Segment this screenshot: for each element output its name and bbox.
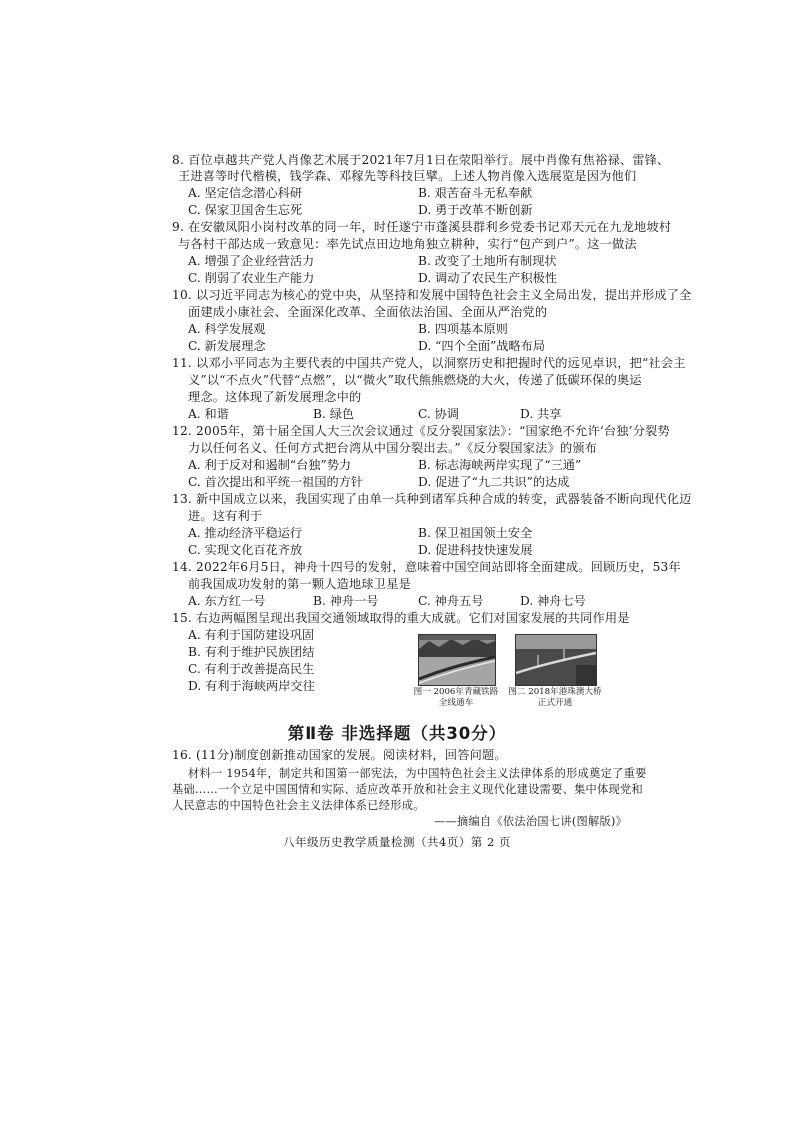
q14-option-c[interactable]: C. 神舟五号 [418, 594, 484, 608]
q13-option-a[interactable]: A. 推动经济平稳运行 [188, 526, 303, 540]
q16-material-source: ——摘编自《依法治国七讲(图解版)》 [434, 815, 628, 828]
q8-stem-line-1: 8. 百位卓越共产党人肖像艺术展于2021年7月1日在荥阳举行。展中肖像有焦裕禄、雷锋、 [172, 153, 670, 167]
q11-stem-line-1: 11. 以邓小平同志为主要代表的中国共产党人，以洞察历史和把握时代的远见卓识，把“社会主 [172, 356, 686, 370]
q15-option-c[interactable]: C. 有利于改善提高民生 [188, 662, 315, 676]
q14-option-b[interactable]: B. 神舟一号 [313, 594, 379, 608]
figure-2-caption-line-1: 图二 2018年港珠澳大桥 [508, 687, 602, 697]
q13-option-b[interactable]: B. 保卫祖国领土安全 [418, 526, 533, 540]
q10-stem-line-1: 10. 以习近平同志为核心的党中央，从坚持和发展中国特色社会主义全局出发，提出并形成了全 [172, 288, 692, 302]
page-footer: 八年级历史教学质量检测（共4页）第 2 页 [283, 835, 511, 849]
q16-material-line-3: 人民意志的中国特色社会主义法律体系已经形成。 [172, 799, 425, 812]
q13-stem-line-1: 13. 新中国成立以来，我国实现了由单一兵种到诸军兵种合成的转变，武器装备不断向现代化迈 [172, 492, 692, 506]
q10-option-b[interactable]: B. 四项基本原则 [418, 322, 508, 336]
q8-option-d[interactable]: D. 勇于改革不断创新 [418, 203, 533, 217]
q11-stem-line-3: 理念。这体现了新发展理念中的 [188, 390, 362, 404]
q10-option-d[interactable]: D. “四个全面”战略布局 [418, 339, 546, 353]
q9-option-d[interactable]: D. 调动了农民生产积极性 [418, 271, 557, 285]
q15-stem-line-1: 15. 右边两幅图呈现出我国交通领域取得的重大成就。它们对国家发展的共同作用是 [172, 611, 630, 625]
q12-option-b[interactable]: B. 标志海峡两岸实现了“三通” [418, 458, 582, 472]
q11-stem-line-2: 义”以“不点火”代替“点燃”，以“微火”取代熊熊燃烧的大火，传递了低碳环保的奥运 [188, 373, 642, 387]
q12-stem-line-2: 力以任何名义、任何方式把台湾从中国分裂出去。”《反分裂国家法》的颁布 [188, 441, 598, 455]
qinghai-tibet-railway-photo [418, 634, 496, 686]
q11-option-c[interactable]: C. 协调 [418, 407, 460, 421]
q13-option-c[interactable]: C. 实现文化百花齐放 [188, 543, 303, 557]
q11-option-b[interactable]: B. 绿色 [313, 407, 355, 421]
q8-option-a[interactable]: A. 坚定信念潜心科研 [188, 186, 303, 200]
figure-1-caption-line-1: 图一 2006年青藏铁路 [413, 687, 499, 697]
q14-stem-line-2: 前我国成功发射的第一颗人造地球卫星是 [188, 577, 411, 591]
q9-option-a[interactable]: A. 增强了企业经营活力 [188, 254, 315, 268]
q13-stem-line-2: 进。这有利于 [188, 509, 263, 523]
q12-option-a[interactable]: A. 利于反对和遏制“台独”势力 [188, 458, 352, 472]
q15-option-d[interactable]: D. 有利于海峡两岸交往 [188, 679, 315, 693]
q12-option-d[interactable]: D. 促进了“九二共识”的达成 [418, 475, 570, 489]
q9-option-b[interactable]: B. 改变了土地所有制现状 [418, 254, 557, 268]
section-2-title: 第Ⅱ卷 非选择题（共30分） [287, 724, 507, 743]
q10-option-a[interactable]: A. 科学发展观 [188, 322, 266, 336]
q16-material-line-1: 材料一 1954年，制定共和国第一部宪法，为中国特色社会主义法律体系的形成奠定了重要 [188, 767, 647, 780]
figure-1-caption-line-2: 全线通车 [438, 698, 474, 708]
q14-stem-line-1: 14. 2022年6月5日，神舟十四号的发射，意味着中国空间站即将全面建成。回顾历史，53年 [172, 560, 681, 574]
q8-option-b[interactable]: B. 艰苦奋斗无私奉献 [418, 186, 533, 200]
q12-stem-line-1: 12. 2005年，第十届全国人大三次会议通过《反分裂国家法》：“国家绝不允许‘台独’分裂势 [172, 424, 670, 438]
q9-stem-line-1: 9. 在安徽凤阳小岗村改革的同一年，时任遂宁市蓬溪县群利乡党委书记邓天元在九龙地坡村 [172, 220, 672, 234]
q15-option-a[interactable]: A. 有利于国防建设巩固 [188, 628, 315, 642]
q15-option-b[interactable]: B. 有利于维护民族团结 [188, 645, 315, 659]
figure-2-caption-line-2: 正式开通 [537, 698, 573, 708]
hong-kong-zhuhai-macao-bridge-photo [515, 634, 597, 686]
q10-stem-line-2: 面建成小康社会、全面深化改革、全面依法治国、全面从严治党的 [188, 305, 548, 319]
q11-option-d[interactable]: D. 共享 [520, 407, 562, 421]
q11-option-a[interactable]: A. 和谐 [188, 407, 229, 421]
q14-option-a[interactable]: A. 东方红一号 [188, 594, 266, 608]
q8-stem-line-2: 王进喜等时代楷模，钱学森、邓稼先等科技巨擘。上述人物肖像入选展览是因为他们 [178, 169, 637, 183]
q12-option-c[interactable]: C. 首次提出和平统一祖国的方针 [188, 475, 364, 489]
q16-material-line-2: 基础……一个立足中国国情和实际、适应改革开放和社会主义现代化建设需要、集中体现党和 [172, 783, 643, 796]
railway-landscape-image [419, 635, 495, 685]
q13-option-d[interactable]: D. 促进科技快速发展 [418, 543, 533, 557]
q10-option-c[interactable]: C. 新发展理念 [188, 339, 266, 353]
q9-stem-line-2: 与各村干部达成一致意见：率先试点田边地角独立耕种，实行“包产到户”。这一做法 [178, 237, 637, 251]
q9-option-c[interactable]: C. 削弱了农业生产能力 [188, 271, 315, 285]
q8-option-c[interactable]: C. 保家卫国舍生忘死 [188, 203, 303, 217]
bridge-sea-image [516, 635, 596, 685]
q16-stem: 16. (11分)制度创新推动国家的发展。阅读材料，回答问题。 [172, 748, 507, 762]
q14-option-d[interactable]: D. 神舟七号 [520, 594, 586, 608]
